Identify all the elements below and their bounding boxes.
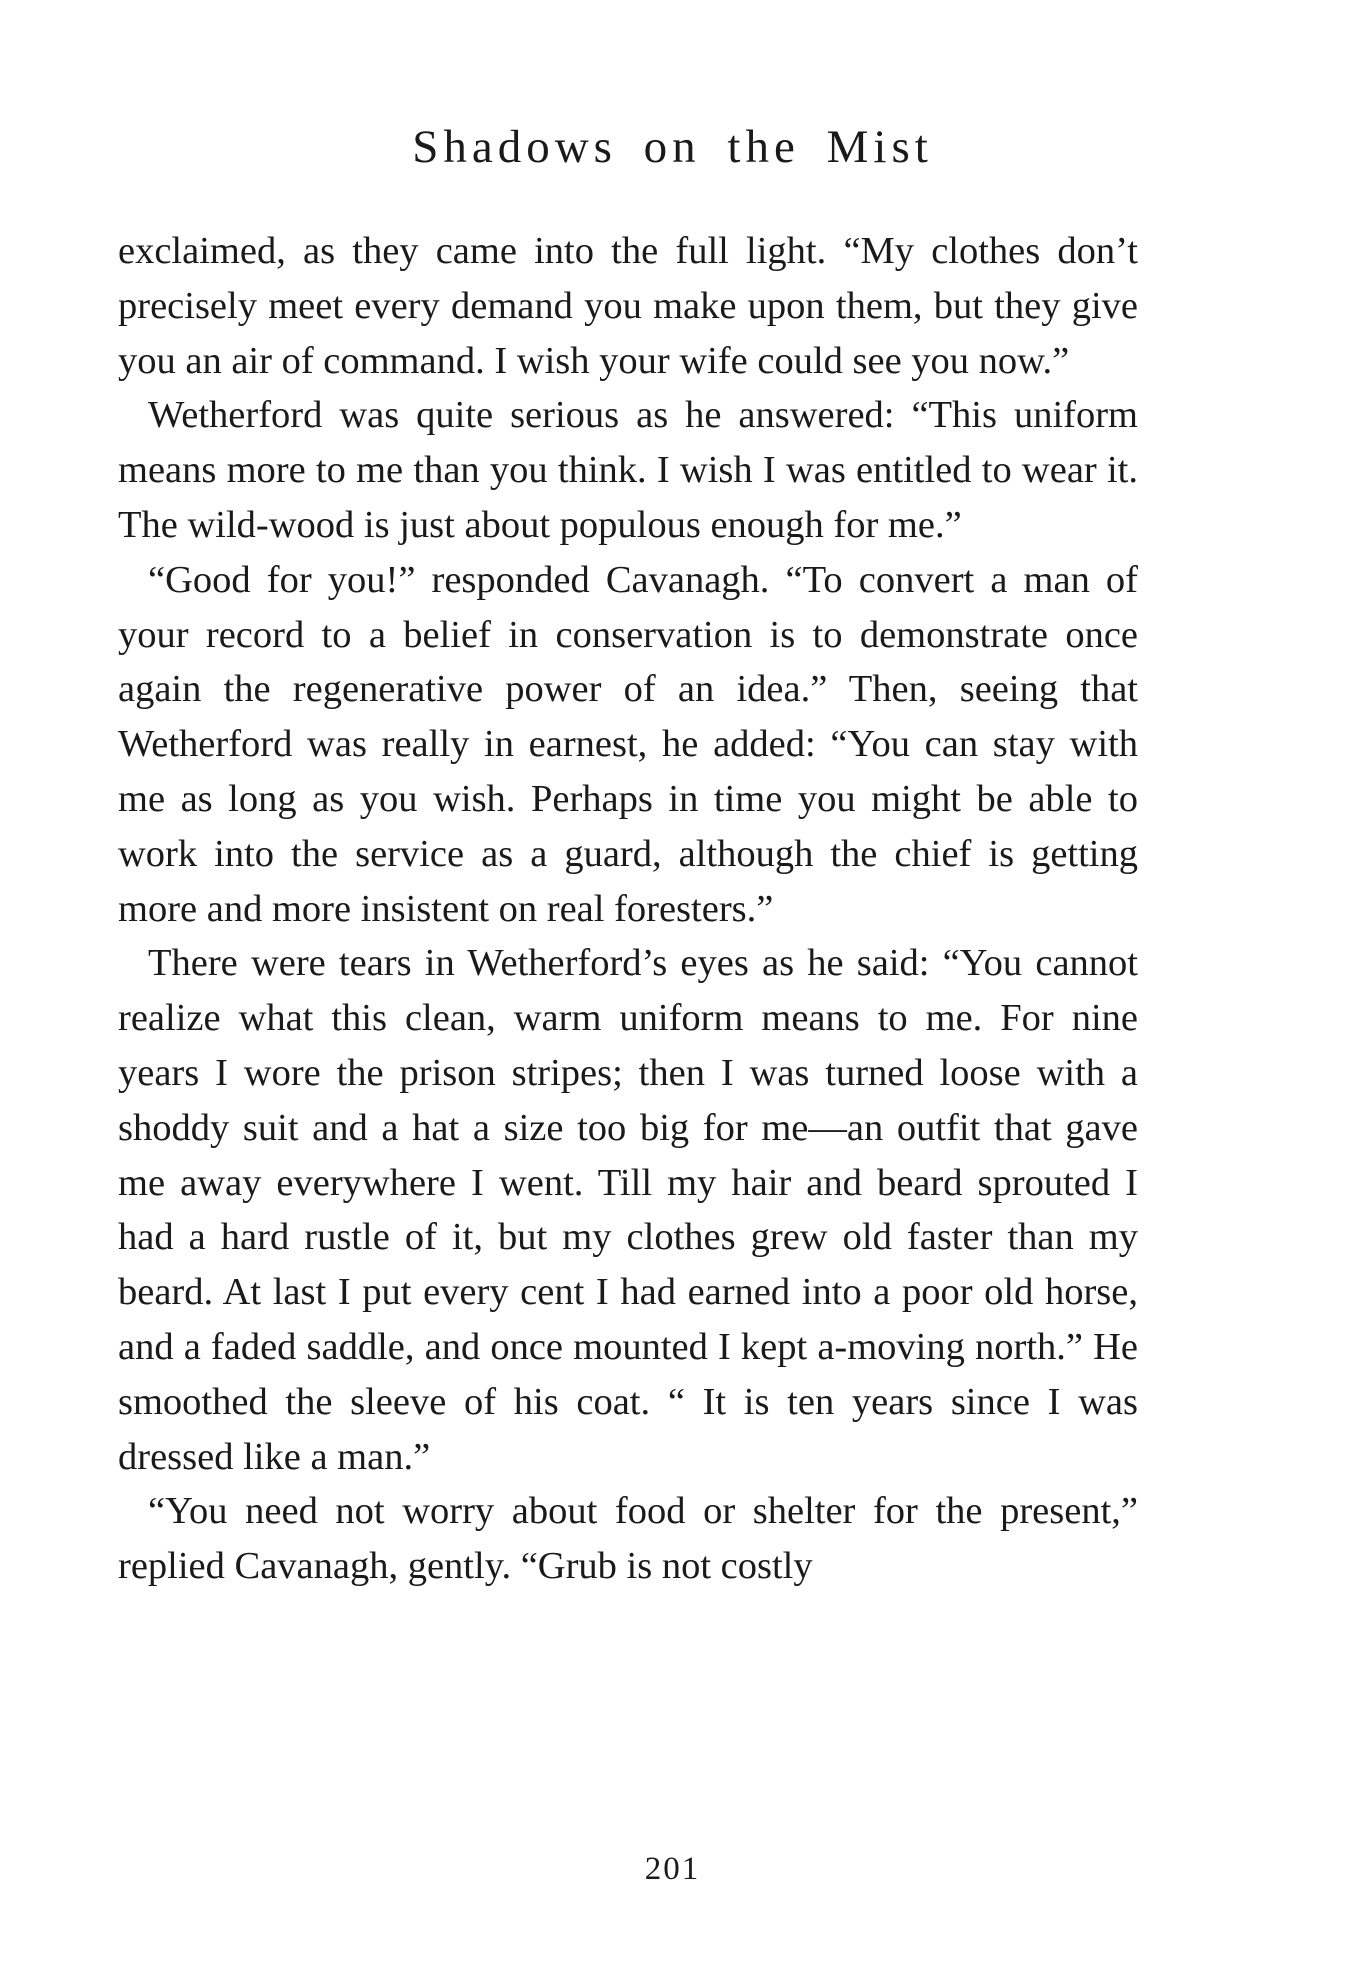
- running-head-title: Shadows on the Mist: [412, 121, 933, 173]
- paragraph: “You need not worry about food or shelter for the present,” replied Cavanagh, gently. “Grub is not costly: [118, 1490, 1138, 1588]
- page-number: 201: [644, 1851, 701, 1887]
- paragraph: There were tears in Wetherford’s eyes as he said: “You cannot realize what this clean, warm uniform means to me. For nine years I wore the prison stripes; then I was turned loose with a shoddy suit and a hat a size too big for me—an outfit that gave me away everywhere I went. Till my hair and beard sprouted I had a hard rustle of it, but my clothes grew old faster than my beard. At last I put every cent I had earned into a poor old horse, and a faded saddle, and once mounted I kept a-moving north.” He smoothed the sleeve of his coat. “ It is ten years since I was dressed like a man.”: [118, 942, 1138, 1478]
- paragraph-continued: exclaimed, as they came into the full light. “My clothes don’t precisely meet every demand you make upon them, but they give you an air of command. I wish your wife could see you now.”: [118, 230, 1138, 382]
- paragraph: Wetherford was quite serious as he answered: “This uniform means more to me than you think. I wish I was entitled to wear it. The wild-wood is just about populous enough for me.”: [118, 394, 1138, 546]
- page-body-text: [118, 224, 1138, 1594]
- paragraph: “Good for you!” responded Cavanagh. “To convert a man of your record to a belief in conservation is to demonstrate once again the regenerative power of an idea.” Then, seeing that Wetherford was really in earnest, he added: “You can stay with me as long as you wish. Perhaps in time you might be able to work into the service as a guard, although the chief is getting more and more insistent on real foresters.”: [118, 558, 1138, 930]
